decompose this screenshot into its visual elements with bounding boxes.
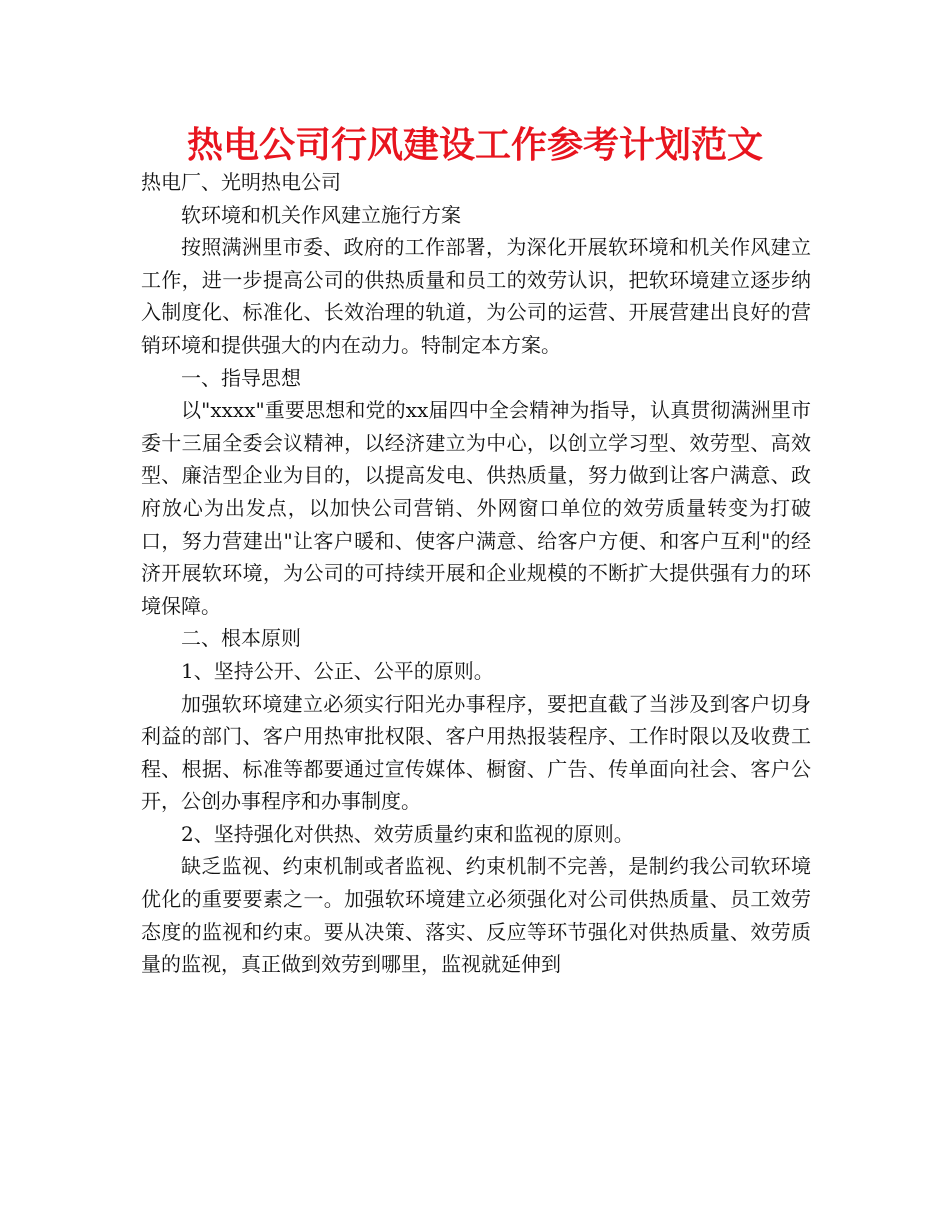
paragraph: 按照满洲里市委、政府的工作部署，为深化开展软环境和机关作风建立工作，进一步提高公司的供热质量和员工的效劳认识，把软环境建立逐步纳入制度化、标准化、长效治理的轨道，为公司的运营、开展营建出良好的营销环境和提供强大的内在动力。特制定本方案。 — [141, 235, 811, 357]
paragraph: 缺乏监视、约束机制或者监视、约束机制不完善，是制约我公司软环境优化的重要要素之一。加强软环境建立必须强化对公司供热质量、员工效劳态度的监视和约束。要从决策、落实、反应等环节强化对供热质量、效劳质量的监视，真正做到效劳到哪里，监视就延伸到 — [141, 854, 811, 977]
paragraph: 加强软环境建立必须实行阳光办事程序，要把直截了当涉及到客户切身利益的部门、客户用热审批权限、客户用热报装程序、工作时限以及收费工程、根据、标准等都要通过宣传媒体、橱窗、广告、传单面向社会、客户公开，公创办事程序和办事制度。 — [141, 691, 811, 814]
document-title: 热电公司行风建设工作参考计划范文 — [186, 125, 763, 166]
paragraph: 热电厂、光明热电公司 — [141, 170, 341, 194]
document-body — [141, 166, 811, 981]
paragraph: 2、坚持强化对供热、效劳质量约束和监视的原则。 — [181, 821, 634, 846]
paragraph: 一、指导思想 — [181, 365, 301, 390]
paragraph: 以"xxxx"重要思想和党的xx届四中全会精神为指导，认真贯彻满洲里市委十三届全委会议精神，以经济建立为中心，以创立学习型、效劳型、高效型、廉洁型企业为目的，以提高发电、供热质量，努力做到让客户满意、政府放心为出发点，以加快公司营销、外网窗口单位的效劳质量转变为打破口，努力营建出"让客户暖和、使客户满意、给客户方便、和客户互利"的经济开展软环境，为公司的可持续开展和企业规模的不断扩大提供强有力的环境保障。 — [141, 398, 811, 618]
paragraph: 1、坚持公开、公正、公平的原则。 — [181, 658, 494, 683]
paragraph: 软环境和机关作风建立施行方案 — [181, 202, 461, 227]
paragraph: 二、根本原则 — [181, 626, 301, 651]
